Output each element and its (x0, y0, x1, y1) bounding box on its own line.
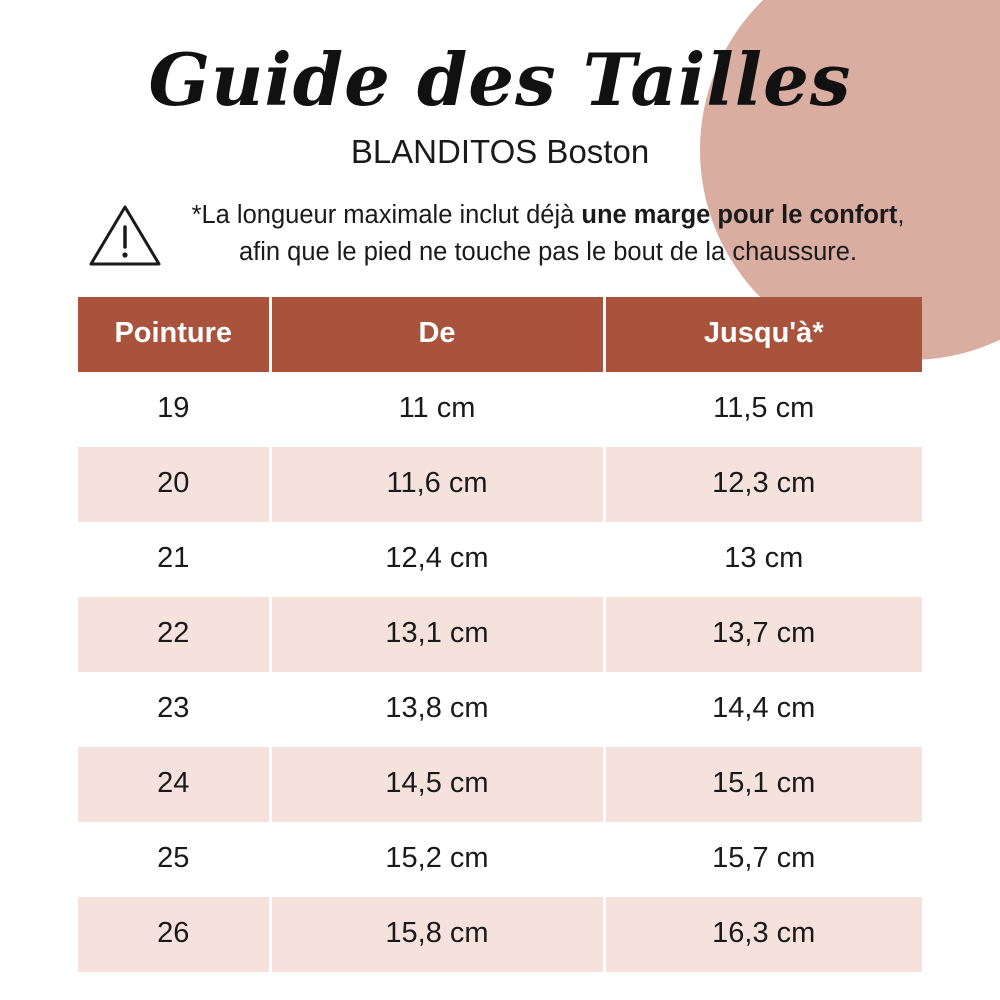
table-row (78, 747, 922, 822)
cell-pointure: 24 (78, 747, 270, 822)
table-body (78, 372, 922, 972)
cell-pointure: 19 (78, 372, 270, 447)
table-row (78, 447, 922, 522)
cell-jusqua: 13,7 cm (604, 597, 922, 672)
product-subtitle: BLANDITOS Boston (350, 133, 650, 171)
cell-jusqua: 13 cm (604, 522, 922, 597)
cell-de: 15,2 cm (270, 822, 604, 897)
table-row (78, 372, 922, 447)
cell-de: 13,1 cm (270, 597, 604, 672)
column-header-de: De (270, 297, 604, 372)
cell-de: 12,4 cm (270, 522, 604, 597)
cell-de: 15,8 cm (270, 897, 604, 972)
cell-jusqua: 12,3 cm (604, 447, 922, 522)
cell-de: 14,5 cm (270, 747, 604, 822)
cell-de: 13,8 cm (270, 672, 604, 747)
cell-jusqua: 11,5 cm (604, 372, 922, 447)
column-header-pointure: Pointure (78, 297, 270, 372)
table-row (78, 672, 922, 747)
cell-pointure: 21 (78, 522, 270, 597)
cell-pointure: 23 (78, 672, 270, 747)
comfort-note (0, 197, 1000, 271)
comfort-note-text (164, 197, 930, 271)
table-header-row (78, 297, 922, 372)
note-line-1-bold: une marge pour le confort (581, 201, 898, 230)
cell-de: 11,6 cm (270, 447, 604, 522)
table-row (78, 897, 922, 972)
cell-pointure: 25 (78, 822, 270, 897)
cell-jusqua: 15,7 cm (604, 822, 922, 897)
note-line-1-suffix: , (897, 201, 905, 230)
note-line-1-prefix: *La longueur maximale inclut déjà (191, 201, 582, 230)
note-line-2: afin que le pied ne touche pas le bout de la chaussure. (238, 238, 858, 267)
cell-pointure: 20 (78, 447, 270, 522)
cell-de: 11 cm (270, 372, 604, 447)
page-title: Guide des Tailles (148, 37, 852, 122)
cell-pointure: 22 (78, 597, 270, 672)
table-row (78, 597, 922, 672)
size-table (78, 297, 922, 972)
column-header-jusqua: Jusqu'à* (604, 297, 922, 372)
cell-jusqua: 16,3 cm (604, 897, 922, 972)
warning-triangle-icon (86, 201, 164, 271)
cell-pointure: 26 (78, 897, 270, 972)
cell-jusqua: 14,4 cm (604, 672, 922, 747)
table-row (78, 822, 922, 897)
table-row (78, 522, 922, 597)
cell-jusqua: 15,1 cm (604, 747, 922, 822)
